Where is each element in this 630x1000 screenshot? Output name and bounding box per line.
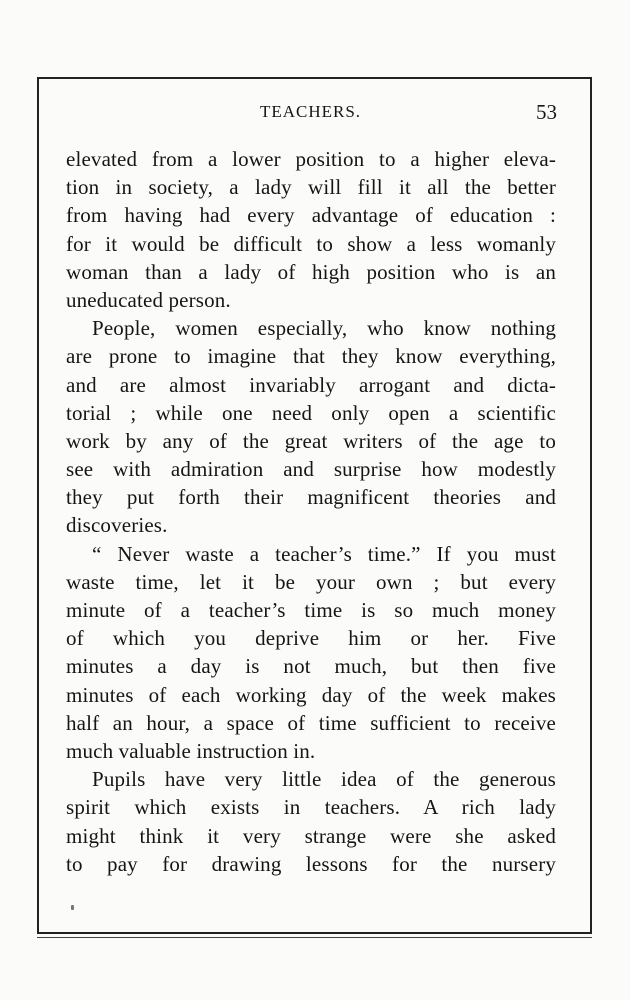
page-number: 53: [536, 100, 557, 124]
text-line: tion in society, a lady will fill it all the better: [66, 175, 556, 200]
text-line: might think it very strange were she asked: [66, 823, 556, 848]
text-line: much valuable instruction in.: [66, 738, 316, 763]
text-line: from having had every advantage of education :: [66, 203, 556, 228]
text-line: discoveries.: [66, 513, 168, 538]
text-line: Pupils have very little idea of the generous: [92, 767, 556, 792]
text-line: for it would be difficult to show a less womanly: [66, 231, 556, 256]
text-line: minute of a teacher’s time is so much money: [66, 598, 556, 622]
page-border-bottom-rule: [37, 937, 592, 938]
text-line: they put forth their magnificent theories and: [66, 485, 556, 510]
text-line: to pay for drawing lessons for the nursery: [66, 851, 556, 876]
text-line: are prone to imagine that they know everything,: [66, 344, 556, 369]
text-line: spirit which exists in teachers. A rich lady: [66, 795, 556, 820]
text-line: “ Never waste a teacher’s time.” If you must: [92, 541, 556, 566]
text-line: minutes of each working day of the week makes: [66, 682, 556, 707]
text-line: woman than a lady of high position who is an: [66, 259, 556, 284]
ink-speck: [71, 905, 74, 910]
text-line: half an hour, a space of time sufficient to receive: [66, 710, 556, 735]
text-line: of which you deprive him or her. Five: [66, 626, 556, 651]
text-line: work by any of the great writers of the age to: [66, 428, 556, 453]
body-text: [66, 145, 556, 878]
text-line: minutes a day is not much, but then five: [66, 654, 556, 679]
text-line: uneducated person.: [66, 287, 231, 312]
text-line: and are almost invariably arrogant and dicta-: [66, 372, 556, 397]
text-line: waste time, let it be your own ; but every: [66, 569, 556, 594]
text-line: People, women especially, who know nothing: [92, 316, 556, 341]
running-title: TEACHERS.: [259, 102, 362, 121]
running-head: [64, 100, 557, 124]
text-line: torial ; while one need only open a scientific: [66, 400, 556, 425]
text-line: elevated from a lower position to a higher eleva-: [66, 147, 556, 171]
text-line: see with admiration and surprise how modestly: [66, 457, 556, 482]
